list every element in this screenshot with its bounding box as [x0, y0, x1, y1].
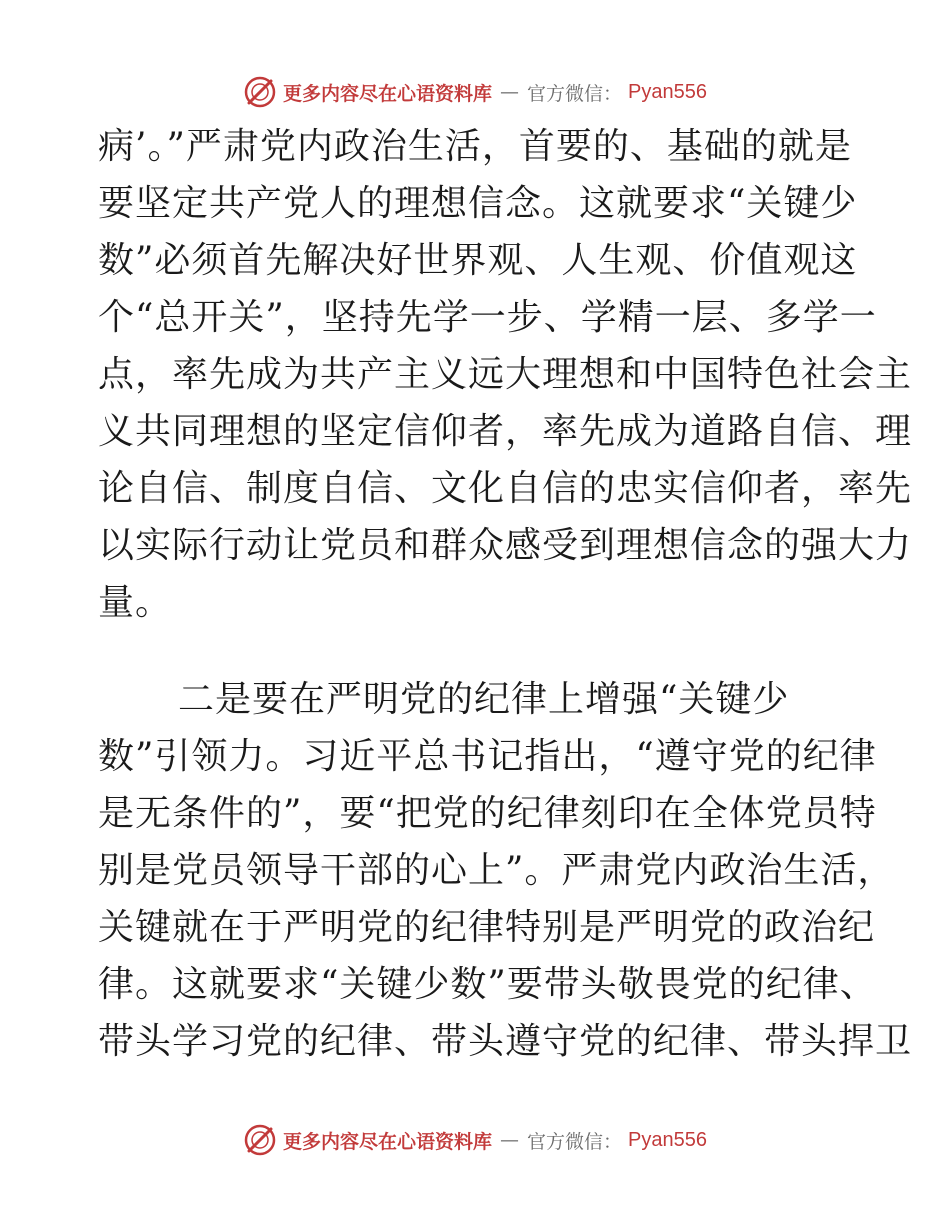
separator: — — [500, 1129, 520, 1151]
text-line: 数”引领力。习近平总书记指出，“遵守党的纪律 — [98, 736, 877, 777]
text-line: 量。 — [98, 582, 173, 623]
brand-logo-icon — [243, 1123, 277, 1157]
separator: — — [500, 81, 520, 103]
brand-text: 更多内容尽在心语资料库 — [283, 82, 493, 105]
text-line: 数”必须首先解决好世界观、人生观、价值观这 — [98, 240, 858, 281]
text-line: 以实际行动让党员和群众感受到理想信念的强大力 — [98, 525, 913, 566]
text-line: 二是要在严明党的纪律上增强“关键少 — [178, 679, 790, 720]
wechat-id: Pyan556 — [628, 1128, 707, 1151]
text-line: 义共同理想的坚定信仰者，率先成为道路自信、理 — [98, 411, 913, 452]
text-line: 论自信、制度自信、文化自信的忠实信仰者，率先 — [98, 468, 913, 509]
text-line: 个“总开关”，坚持先学一步、学精一层、多学一 — [98, 297, 877, 338]
text-line: 点，率先成为共产主义远大理想和中国特色社会主 — [98, 354, 913, 395]
text-line: 关键就在于严明党的纪律特别是严明党的政治纪 — [98, 907, 876, 948]
text-line: 是无条件的”，要“把党的纪律刻印在全体党员特 — [98, 793, 877, 834]
text-line: 病’。”严肃党内政治生活，首要的、基础的就是 — [98, 126, 852, 167]
text-line: 要坚定共产党人的理想信念。这就要求“关键少 — [98, 183, 858, 224]
paragraph-1 — [98, 118, 913, 631]
header-watermark — [0, 72, 950, 112]
text-line: 带头学习党的纪律、带头遵守党的纪律、带头捍卫 — [98, 1021, 913, 1062]
text-line: 律。这就要求“关键少数”要带头敬畏党的纪律、 — [98, 964, 877, 1005]
paragraph-gap — [98, 631, 858, 671]
official-label: 官方微信： — [527, 1130, 623, 1153]
brand-logo-icon — [243, 75, 277, 109]
official-label: 官方微信： — [527, 82, 623, 105]
text-line: 别是党员领导干部的心上”。严肃党内政治生活， — [98, 850, 895, 891]
paragraph-2 — [98, 671, 913, 1070]
document-body — [98, 118, 913, 1070]
wechat-id: Pyan556 — [628, 80, 707, 103]
brand-text: 更多内容尽在心语资料库 — [283, 1130, 493, 1153]
footer-watermark — [0, 1120, 950, 1160]
